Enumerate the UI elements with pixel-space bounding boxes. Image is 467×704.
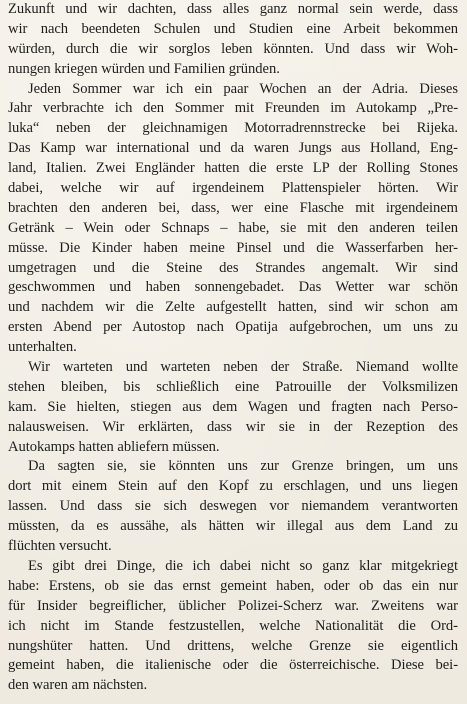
text-line: gemeint haben, die italienische oder die österreichische. Diese bei- bbox=[8, 657, 458, 674]
text-line: müsse. Die Kinder haben meine Pinsel und die Wasserfarben her- bbox=[8, 239, 458, 256]
text-line: unterhalten. bbox=[8, 339, 77, 356]
text-line: und nachdem wir die Zelte aufgestellt hatten, sind wir schon am bbox=[8, 299, 458, 316]
text-line: brachten den anderen bei, dass, wer eine Flasche mit irgendeinem bbox=[8, 199, 458, 216]
text-line: kam. Sie hielten, stiegen aus dem Wagen und fragten nach Perso- bbox=[8, 398, 458, 415]
text-line: dabei, welche wir auf irgendeinem Plattenspieler hörten. Wir bbox=[8, 180, 458, 197]
body-text bbox=[8, 0, 458, 696]
text-line: land, Italien. Zwei Engländer hatten die erste LP der Rolling Stones bbox=[8, 160, 458, 177]
text-line: den waren am nächsten. bbox=[8, 677, 148, 694]
text-line: habe: Erstens, ob sie das ernst gemeint haben, oder ob das ein nur bbox=[8, 577, 458, 594]
text-line: Das Kamp war international und da waren Jungs aus Holland, Eng- bbox=[8, 140, 458, 157]
text-line: Zukunft und wir dachten, dass alles ganz normal sein werde, dass bbox=[8, 1, 458, 17]
text-line: geschwommen und haben sonnengebadet. Das Wetter war schön bbox=[8, 279, 458, 296]
text-line: ich nicht im Stande festzustellen, welche Nationalität die Ord- bbox=[8, 617, 458, 634]
text-line: für Insider begreiflicher, üblicher Polizei-Scherz war. Zweitens war bbox=[8, 597, 458, 614]
text-line: umgetragen und die Steine des Strandes angemalt. Wir sind bbox=[8, 259, 458, 276]
text-line: lassen. Und dass sie sich deswegen vor niemandem verantworten bbox=[8, 498, 458, 515]
text-line: Wir warteten und warteten neben der Straße. Niemand wollte bbox=[28, 359, 458, 376]
text-line: nungshüter hatten. Und drittens, welche Grenze sie eigentlich bbox=[8, 637, 458, 654]
text-line: Autokamps hatten abliefern müssen. bbox=[8, 438, 220, 455]
text-line: stehen bleiben, bis schließlich eine Patrouille der Volksmilizen bbox=[8, 378, 458, 395]
text-line: ersten Abend per Autostop nach Opatija aufgebrochen, um uns zu bbox=[8, 319, 458, 336]
text-line: nungen kriegen würden und Familien gründen. bbox=[8, 60, 280, 77]
text-line: müssten, da es aussähe, als hätten wir illegal aus dem Land zu bbox=[8, 518, 458, 535]
text-line: Da sagten sie, sie könnten uns zur Grenze bringen, um uns bbox=[28, 458, 458, 475]
text-line: flüchten versucht. bbox=[8, 538, 112, 555]
text-line: wir nach beendeten Schulen und Studien eine Arbeit bekommen bbox=[8, 20, 458, 37]
text-line: Getränk – Wein oder Schnaps – habe, sie mit den anderen teilen bbox=[8, 219, 458, 236]
text-line: dort mit einem Stein auf den Kopf zu erschlagen, und uns liegen bbox=[8, 478, 458, 495]
text-line: Es gibt drei Dinge, die ich dabei nicht so ganz klar mitgekriegt bbox=[28, 557, 458, 574]
text-line: Jahr verbrachte ich den Sommer mit Freunden im Autokamp „Pre- bbox=[8, 100, 458, 117]
text-line: luka“ neben der gleichnamigen Motorradrennstrecke bei Rijeka. bbox=[8, 120, 458, 137]
text-line: würden, durch die wir sorglos leben könnten. Und dass wir Woh- bbox=[8, 40, 458, 57]
text-line: Jeden Sommer war ich ein paar Wochen an der Adria. Dieses bbox=[28, 80, 458, 97]
text-line: nalausweisen. Wir erklärten, dass wir sie in der Rezeption des bbox=[8, 418, 458, 435]
